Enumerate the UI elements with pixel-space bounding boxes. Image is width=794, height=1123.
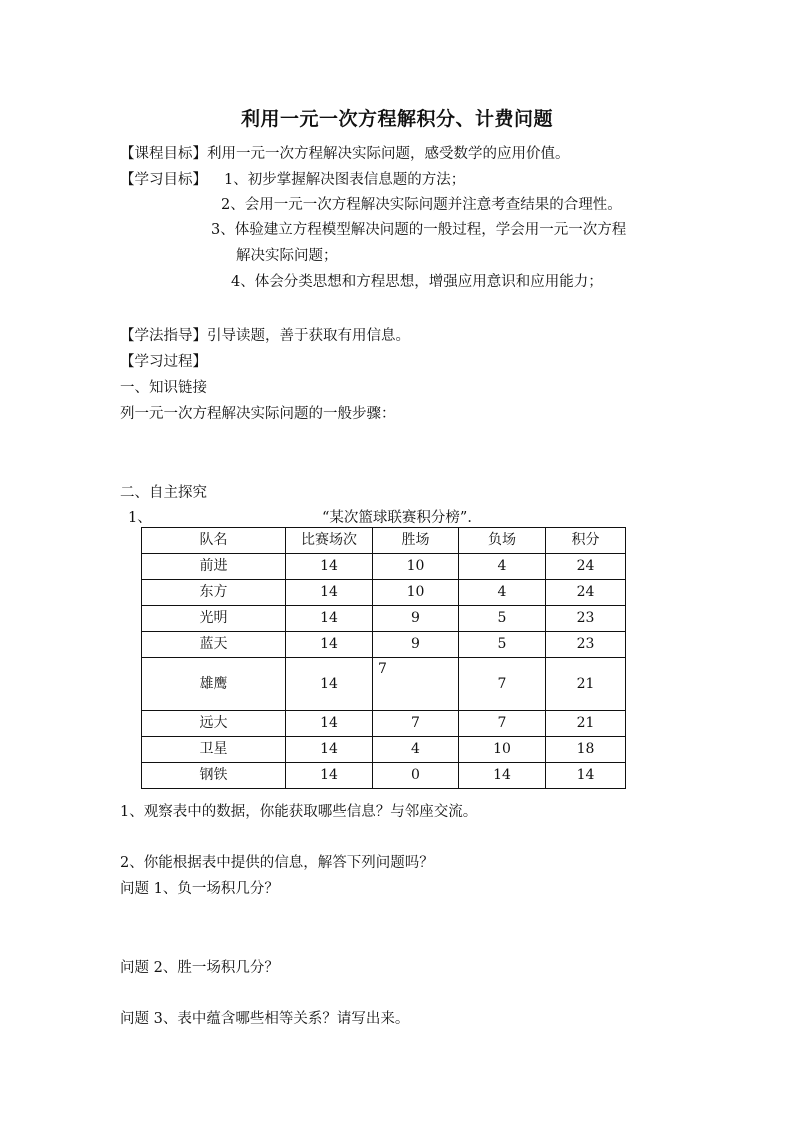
games-cell: 14 xyxy=(286,580,373,606)
item-number: 1、 xyxy=(128,510,152,526)
header-team: 队名 xyxy=(142,528,286,554)
losses-cell: 10 xyxy=(459,737,546,763)
team-name: 雄鹰 xyxy=(142,658,286,711)
study-method: 【学法指导】引导读题，善于获取有用信息。 xyxy=(120,328,410,344)
header-losses: 负场 xyxy=(459,528,546,554)
general-steps-prompt: 列一元一次方程解决实际问题的一般步骤： xyxy=(120,406,396,422)
losses-cell: 7 xyxy=(459,658,546,711)
team-name: 东方 xyxy=(142,580,286,606)
study-process-heading: 【学习过程】 xyxy=(120,354,207,370)
team-name: 蓝天 xyxy=(142,632,286,658)
section-self-explore: 二、自主探究 xyxy=(120,485,207,501)
losses-cell: 14 xyxy=(459,763,546,789)
points-cell: 18 xyxy=(546,737,626,763)
study-objective-3-cont: 解决实际问题； xyxy=(236,248,338,264)
team-name: 卫星 xyxy=(142,737,286,763)
games-cell: 14 xyxy=(286,606,373,632)
table-row xyxy=(142,554,626,580)
wins-cell: 4 xyxy=(373,737,459,763)
table-row xyxy=(142,737,626,763)
wins-cell: 7 xyxy=(373,658,459,711)
wins-cell: 9 xyxy=(373,606,459,632)
points-cell: 21 xyxy=(546,711,626,737)
team-name: 钢铁 xyxy=(142,763,286,789)
problem-3: 问题 3、表中蕴含哪些相等关系？请写出来。 xyxy=(120,1011,410,1027)
table-row xyxy=(142,658,626,711)
team-name: 远大 xyxy=(142,711,286,737)
points-cell: 24 xyxy=(546,580,626,606)
losses-cell: 7 xyxy=(459,711,546,737)
points-cell: 21 xyxy=(546,658,626,711)
problem-1: 问题 1、负一场积几分？ xyxy=(120,881,279,897)
team-name: 前进 xyxy=(142,554,286,580)
study-objective-2: 2、会用一元一次方程解决实际问题并注意考查结果的合理性。 xyxy=(221,197,622,213)
header-points: 积分 xyxy=(546,528,626,554)
header-games: 比赛场次 xyxy=(286,528,373,554)
header-wins: 胜场 xyxy=(373,528,459,554)
points-cell: 23 xyxy=(546,632,626,658)
wins-cell: 7 xyxy=(373,711,459,737)
question-answer: 2、你能根据表中提供的信息，解答下列问题吗？ xyxy=(120,855,434,871)
question-observe: 1、观察表中的数据，你能获取哪些信息？与邻座交流。 xyxy=(120,804,478,820)
wins-cell: 9 xyxy=(373,632,459,658)
table-row xyxy=(142,711,626,737)
wins-cell: 10 xyxy=(373,554,459,580)
points-cell: 14 xyxy=(546,763,626,789)
table-row xyxy=(142,763,626,789)
wins-cell: 0 xyxy=(373,763,459,789)
games-cell: 14 xyxy=(286,554,373,580)
games-cell: 14 xyxy=(286,711,373,737)
points-cell: 24 xyxy=(546,554,626,580)
table-row xyxy=(142,606,626,632)
games-cell: 14 xyxy=(286,737,373,763)
course-objective: 【课程目标】利用一元一次方程解决实际问题，感受数学的应用价值。 xyxy=(120,146,570,162)
table-caption: “某次篮球联赛积分榜”． xyxy=(322,510,482,526)
losses-cell: 4 xyxy=(459,580,546,606)
study-objective-1: 1、初步掌握解决图表信息题的方法； xyxy=(224,172,466,188)
points-cell: 23 xyxy=(546,606,626,632)
table-row xyxy=(142,632,626,658)
study-objective-label: 【学习目标】 xyxy=(120,172,207,188)
games-cell: 14 xyxy=(286,632,373,658)
games-cell: 14 xyxy=(286,763,373,789)
problem-2: 问题 2、胜一场积几分？ xyxy=(120,960,279,976)
table-row xyxy=(142,580,626,606)
study-objective-4: 4、体会分类思想和方程思想，增强应用意识和应用能力； xyxy=(231,274,603,290)
games-cell: 14 xyxy=(286,658,373,711)
losses-cell: 5 xyxy=(459,632,546,658)
standings-table xyxy=(141,527,626,789)
section-knowledge-link: 一、知识链接 xyxy=(120,380,207,396)
table-header-row xyxy=(142,528,626,554)
wins-cell: 10 xyxy=(373,580,459,606)
team-name: 光明 xyxy=(142,606,286,632)
page-title: 利用一元一次方程解积分、计费问题 xyxy=(240,108,553,130)
losses-cell: 4 xyxy=(459,554,546,580)
study-objective-3: 3、体验建立方程模型解决问题的一般过程，学会用一元一次方程 xyxy=(211,222,627,238)
losses-cell: 5 xyxy=(459,606,546,632)
